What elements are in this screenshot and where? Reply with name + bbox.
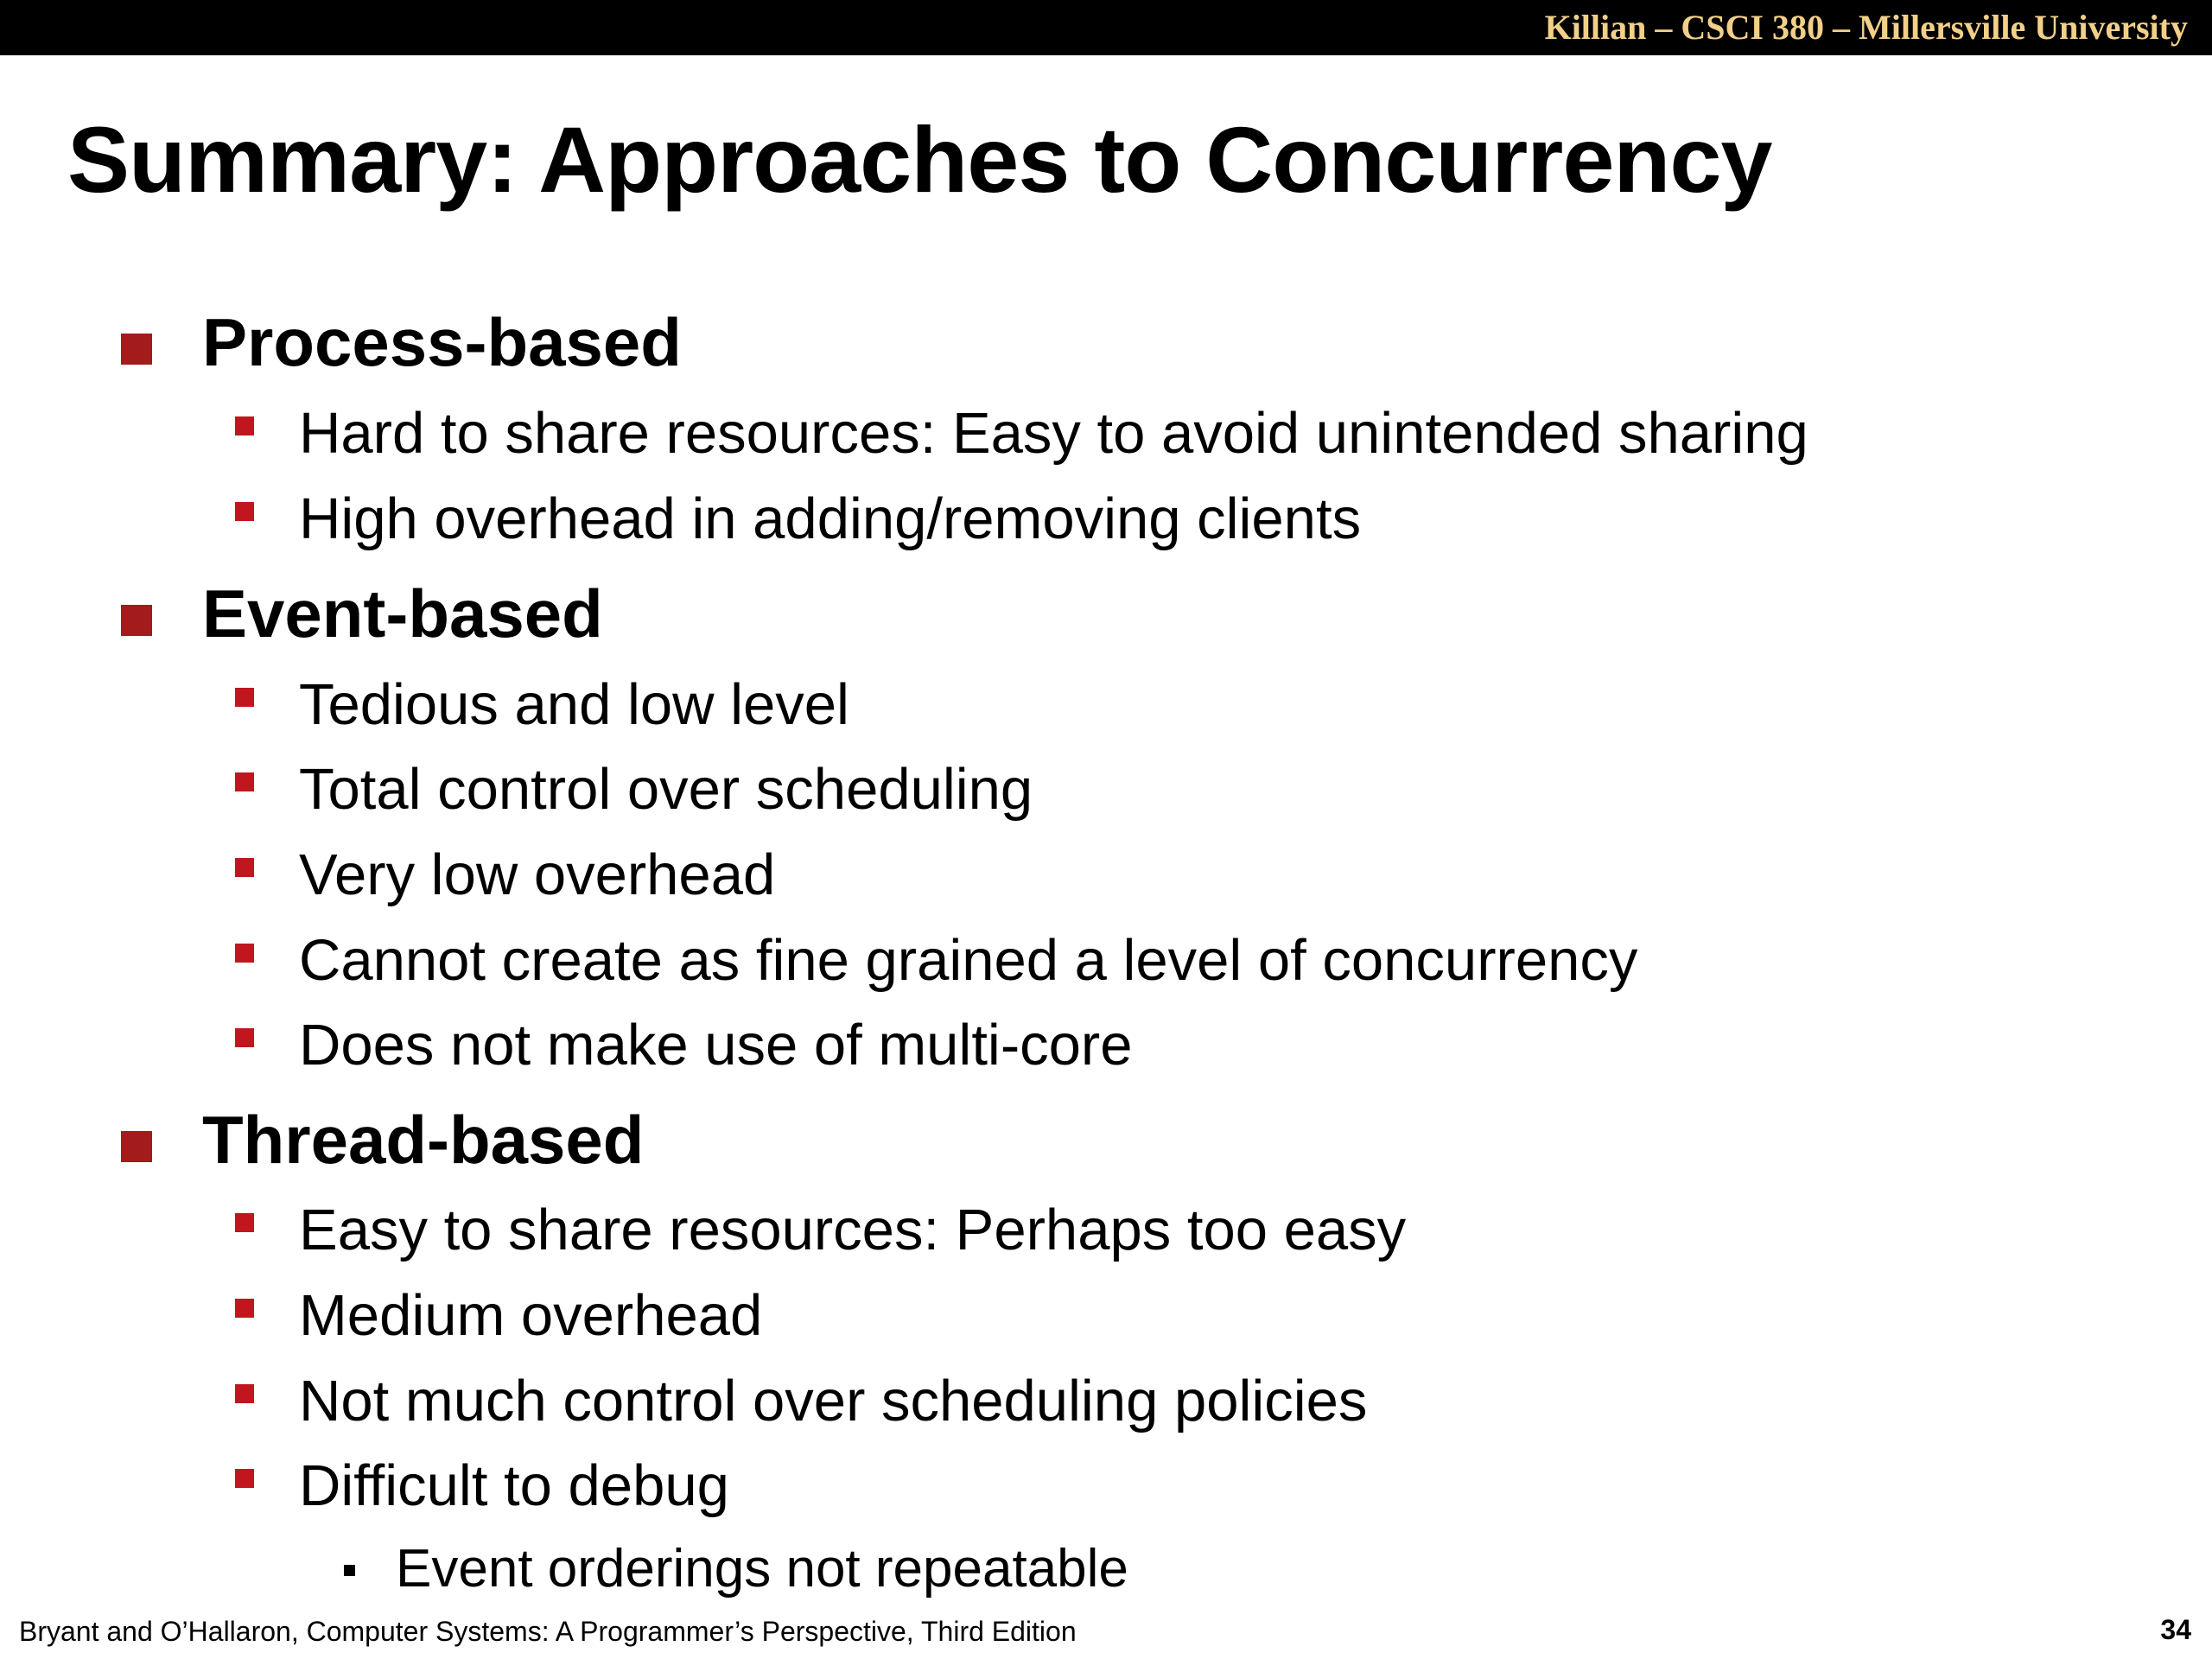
square-bullet-icon	[235, 772, 254, 791]
square-bullet-icon	[235, 1384, 254, 1403]
square-bullet-icon	[235, 858, 254, 877]
list-item-text: Hard to share resources: Easy to avoid unintended sharing	[299, 401, 1808, 466]
square-bullet-icon	[235, 944, 254, 963]
list-item-text: Not much control over scheduling policies	[299, 1369, 1368, 1433]
header-bar	[0, 0, 2212, 55]
square-bullet-icon	[235, 1469, 254, 1488]
section-heading-label: Thread-based	[202, 1102, 645, 1178]
list-item-text: Cannot create as fine grained a level of concurrency	[299, 928, 1638, 993]
footer-citation: Bryant and O’Hallaron, Computer Systems: A Programmer’s Perspective, Third Edition	[19, 1616, 1077, 1647]
square-bullet-icon	[121, 334, 152, 365]
page-number: 34	[2160, 1614, 2191, 1645]
square-bullet-icon	[235, 1213, 254, 1232]
small-square-bullet-icon	[344, 1565, 355, 1576]
sub-list-item-text: Event orderings not repeatable	[396, 1539, 1128, 1599]
list-item-text: Total control over scheduling	[299, 757, 1033, 822]
square-bullet-icon	[235, 1299, 254, 1318]
list-item-text: Very low overhead	[299, 842, 776, 907]
list-item-text: Easy to share resources: Perhaps too easy	[299, 1198, 1407, 1262]
square-bullet-icon	[235, 502, 254, 521]
list-item-text: High overhead in adding/removing clients	[299, 486, 1362, 551]
square-bullet-icon	[235, 688, 254, 707]
square-bullet-icon	[235, 1028, 254, 1047]
slide-title: Summary: Approaches to Concurrency	[67, 107, 1772, 212]
square-bullet-icon	[235, 416, 254, 435]
square-bullet-icon	[121, 1131, 152, 1162]
list-item-text: Tedious and low level	[299, 672, 849, 737]
section-heading-label: Process-based	[202, 304, 682, 380]
square-bullet-icon	[121, 605, 152, 636]
course-label: Killian – CSCI 380 – Millersville University	[1544, 8, 2188, 47]
list-item-text: Does not make use of multi-core	[299, 1013, 1133, 1077]
list-item-text: Medium overhead	[299, 1283, 763, 1348]
list-item-text: Difficult to debug	[299, 1453, 729, 1518]
section-heading-label: Event-based	[202, 575, 603, 652]
